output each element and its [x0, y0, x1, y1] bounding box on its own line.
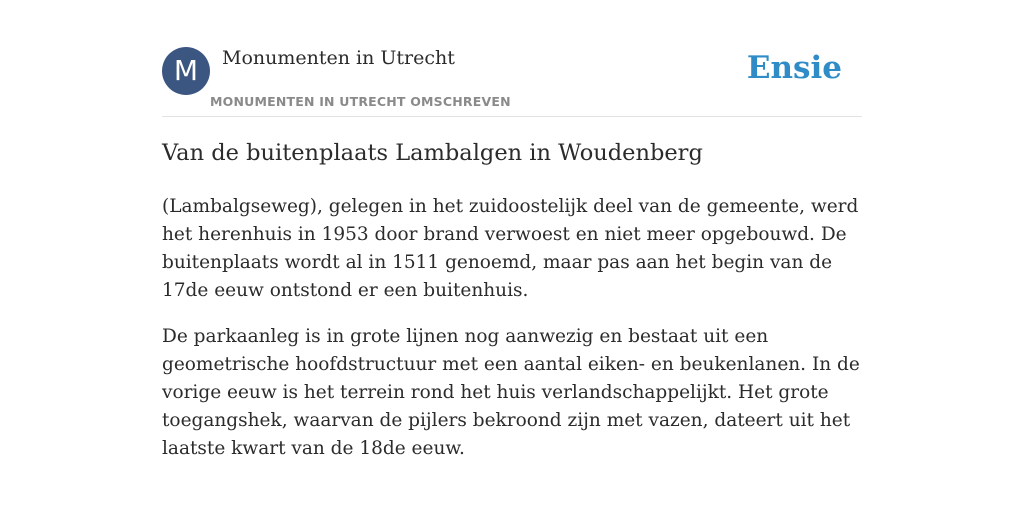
article-headline: Van de buitenplaats Lambalgen in Woudenberg [162, 140, 703, 166]
brand-logo[interactable]: Ensie [746, 50, 842, 86]
article-paragraph: (Lambalgseweg), gelegen in het zuidoostelijk deel van de gemeente, werd het herenhuis in 1953 door brand verwoest en niet meer opgebouwd. De buitenplaats wordt al in 1511 genoemd, maar pas aan het begin van de 17de eeuw ontstond er een buitenhuis. [162, 196, 859, 301]
article-paragraph: De parkaanleg is in grote lijnen nog aanwezig en bestaat uit een geometrische hoofdstructuur met een aantal eiken- en beukenlanen. In de vorige eeuw is het terrein rond het huis verlandschappelijkt. Het grote toegangshek, waarvan de pijlers bekroond zijn met vazen, dateert uit het laatste kwart van de 18de eeuw. [162, 326, 860, 459]
header [162, 45, 862, 117]
site-subtitle: MONUMENTEN IN UTRECHT OMSCHREVEN [210, 94, 511, 109]
article-body [162, 193, 862, 481]
avatar[interactable]: M [162, 47, 210, 95]
site-title[interactable]: Monumenten in Utrecht [222, 47, 455, 69]
